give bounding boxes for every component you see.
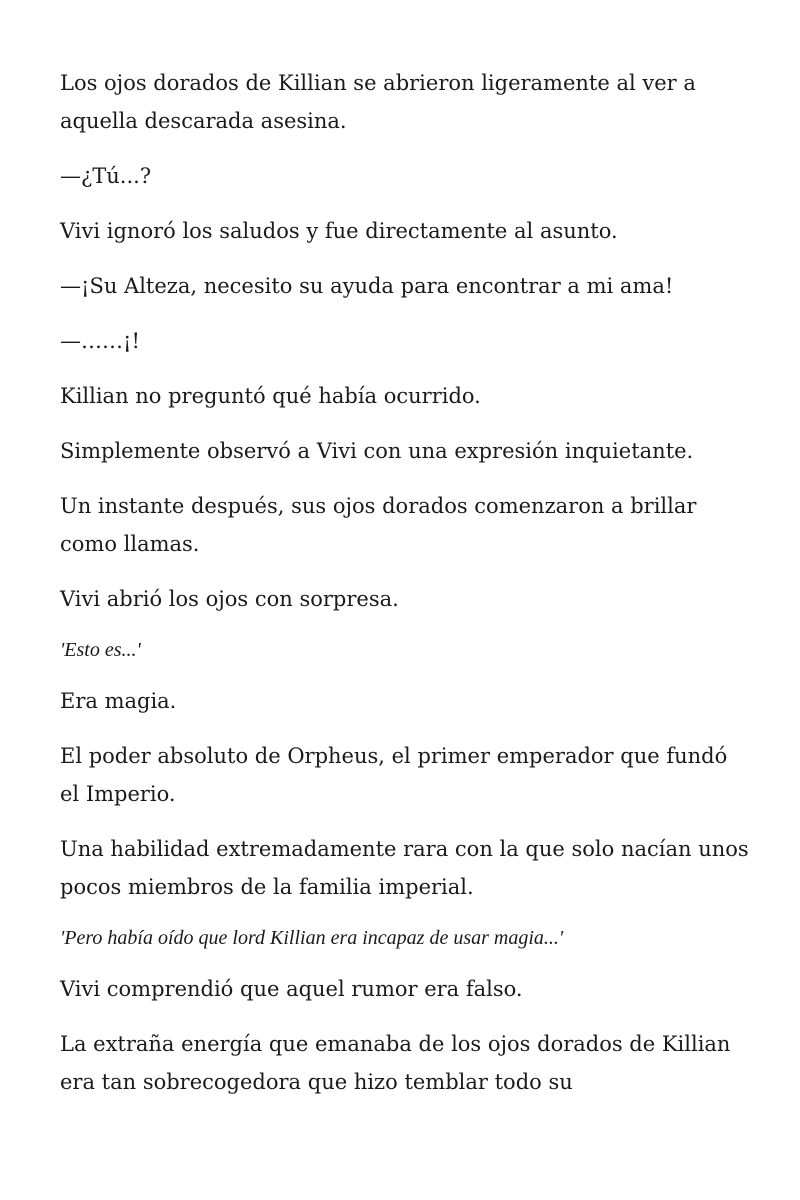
dialogue-line: —……¡! <box>60 329 140 353</box>
inner-thought: 'Pero había oído que lord Killian era incapaz de usar magia...' <box>60 927 564 949</box>
paragraph: Los ojos dorados de Killian se abrieron ligeramente al ver a aquella descarada asesina. <box>60 71 696 133</box>
inner-thought: 'Esto es...' <box>60 639 141 661</box>
paragraph: El poder absoluto de Orpheus, el primer emperador que fundó el Imperio. <box>60 744 728 806</box>
paragraph: Un instante después, sus ojos dorados comenzaron a brillar como llamas. <box>60 494 697 556</box>
paragraph: Vivi comprendió que aquel rumor era falso. <box>60 977 523 1001</box>
dialogue-line: —¿Tú...? <box>60 164 152 188</box>
paragraph: Killian no preguntó qué había ocurrido. <box>60 384 481 408</box>
paragraph: Una habilidad extremadamente rara con la que solo nacían unos pocos miembros de la familia imperial. <box>60 837 749 899</box>
paragraph: La extraña energía que emanaba de los ojos dorados de Killian era tan sobrecogedora que hizo temblar todo su <box>60 1032 731 1094</box>
story-text <box>60 64 750 1118</box>
paragraph: Era magia. <box>60 689 177 713</box>
paragraph: Vivi ignoró los saludos y fue directamente al asunto. <box>60 219 618 243</box>
dialogue-line: —¡Su Alteza, necesito su ayuda para encontrar a mi ama! <box>60 274 674 298</box>
paragraph: Simplemente observó a Vivi con una expresión inquietante. <box>60 439 694 463</box>
paragraph: Vivi abrió los ojos con sorpresa. <box>60 587 399 611</box>
